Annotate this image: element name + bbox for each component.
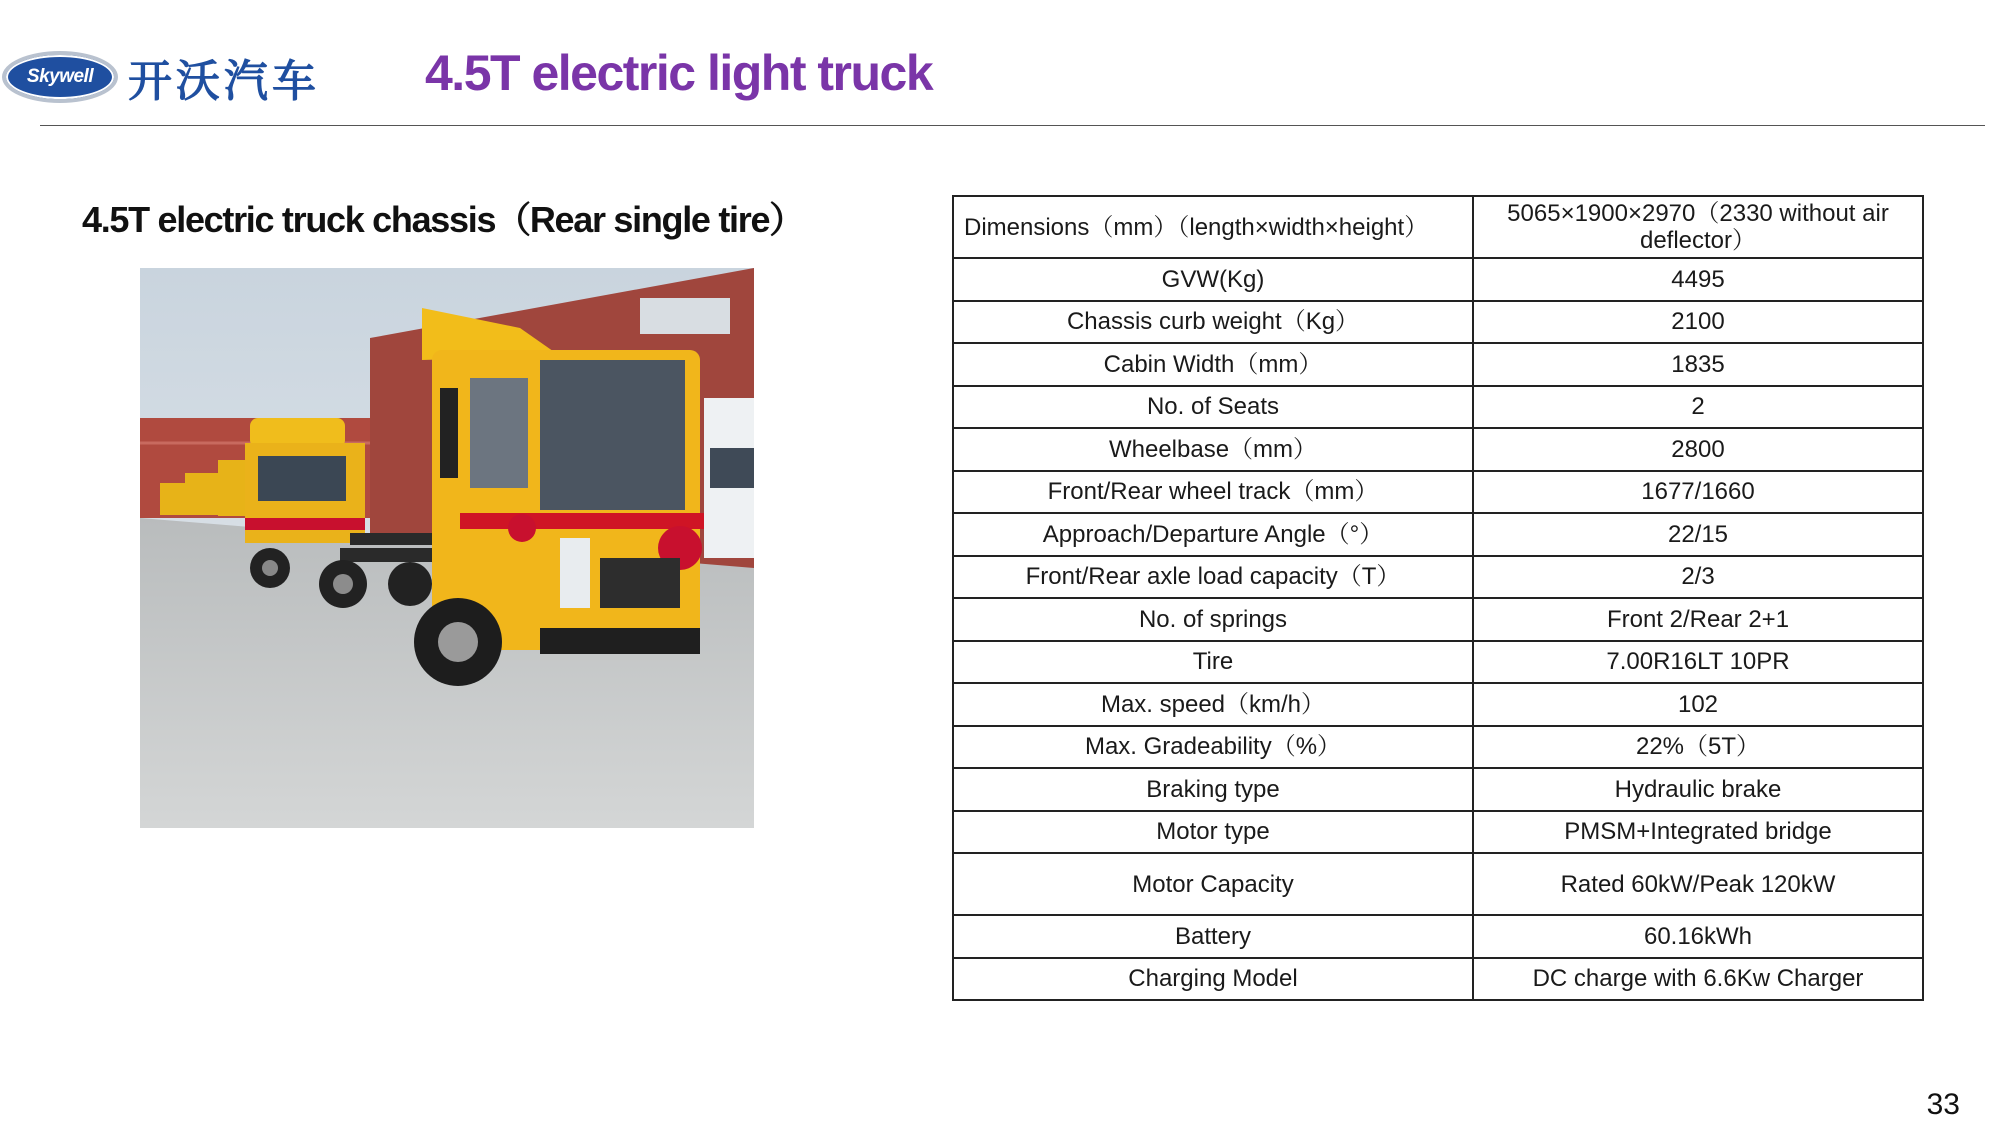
company-logo (2, 50, 342, 107)
spec-label: Wheelbase（mm） (953, 428, 1473, 471)
spec-value: 1835 (1473, 343, 1923, 386)
spec-label: No. of springs (953, 598, 1473, 641)
table-row (953, 768, 1923, 811)
spec-label: GVW(Kg) (953, 258, 1473, 301)
spec-value: 2100 (1473, 301, 1923, 344)
spec-label: Max. speed（km/h） (953, 683, 1473, 726)
spec-value: 22/15 (1473, 513, 1923, 556)
spec-label: No. of Seats (953, 386, 1473, 429)
logo-chinese-name: 开沃汽车 (128, 56, 320, 107)
table-row (953, 513, 1923, 556)
spec-table (952, 195, 1924, 1001)
spec-label: Tire (953, 641, 1473, 684)
spec-label: Battery (953, 915, 1473, 958)
table-row (953, 641, 1923, 684)
table-row (953, 196, 1923, 258)
spec-value: Front 2/Rear 2+1 (1473, 598, 1923, 641)
spec-value: 2/3 (1473, 556, 1923, 599)
spec-label: Front/Rear wheel track（mm） (953, 471, 1473, 514)
page-title: 4.5T electric light truck (425, 45, 933, 101)
table-row (953, 853, 1923, 915)
spec-label: Front/Rear axle load capacity（T） (953, 556, 1473, 599)
logo-oval (2, 51, 118, 103)
table-row (953, 471, 1923, 514)
logo-text: Skywell (26, 66, 94, 87)
spec-value: 2800 (1473, 428, 1923, 471)
spec-label: Max. Gradeability（%） (953, 726, 1473, 769)
section-subtitle: 4.5T electric truck chassis（Rear single tire） (82, 199, 804, 240)
spec-value: 7.00R16LT 10PR (1473, 641, 1923, 684)
spec-label: Approach/Departure Angle（°） (953, 513, 1473, 556)
spec-value: 2 (1473, 386, 1923, 429)
table-row (953, 598, 1923, 641)
header-divider (40, 125, 1985, 126)
spec-label: Chassis curb weight（Kg） (953, 301, 1473, 344)
spec-value: Hydraulic brake (1473, 768, 1923, 811)
truck-photo (140, 268, 754, 828)
spec-value: 60.16kWh (1473, 915, 1923, 958)
table-row (953, 915, 1923, 958)
spec-value: PMSM+Integrated bridge (1473, 811, 1923, 854)
spec-label: Motor type (953, 811, 1473, 854)
spec-label: Cabin Width（mm） (953, 343, 1473, 386)
table-row (953, 301, 1923, 344)
table-row (953, 811, 1923, 854)
table-row (953, 258, 1923, 301)
table-row (953, 726, 1923, 769)
spec-value: Rated 60kW/Peak 120kW (1473, 853, 1923, 915)
table-row (953, 343, 1923, 386)
table-row (953, 386, 1923, 429)
spec-value: 5065×1900×2970（2330 without air deflector） (1473, 196, 1923, 258)
table-row (953, 556, 1923, 599)
spec-value: 102 (1473, 683, 1923, 726)
table-row (953, 428, 1923, 471)
table-row (953, 683, 1923, 726)
spec-label: Motor Capacity (953, 853, 1473, 915)
spec-label: Charging Model (953, 958, 1473, 1001)
spec-value: 22%（5T） (1473, 726, 1923, 769)
spec-label: Dimensions（mm）（length×width×height） (953, 196, 1473, 258)
spec-value: DC charge with 6.6Kw Charger (1473, 958, 1923, 1001)
spec-value: 4495 (1473, 258, 1923, 301)
page-number: 33 (1926, 1088, 1960, 1121)
spec-value: 1677/1660 (1473, 471, 1923, 514)
table-row (953, 958, 1923, 1001)
spec-label: Braking type (953, 768, 1473, 811)
